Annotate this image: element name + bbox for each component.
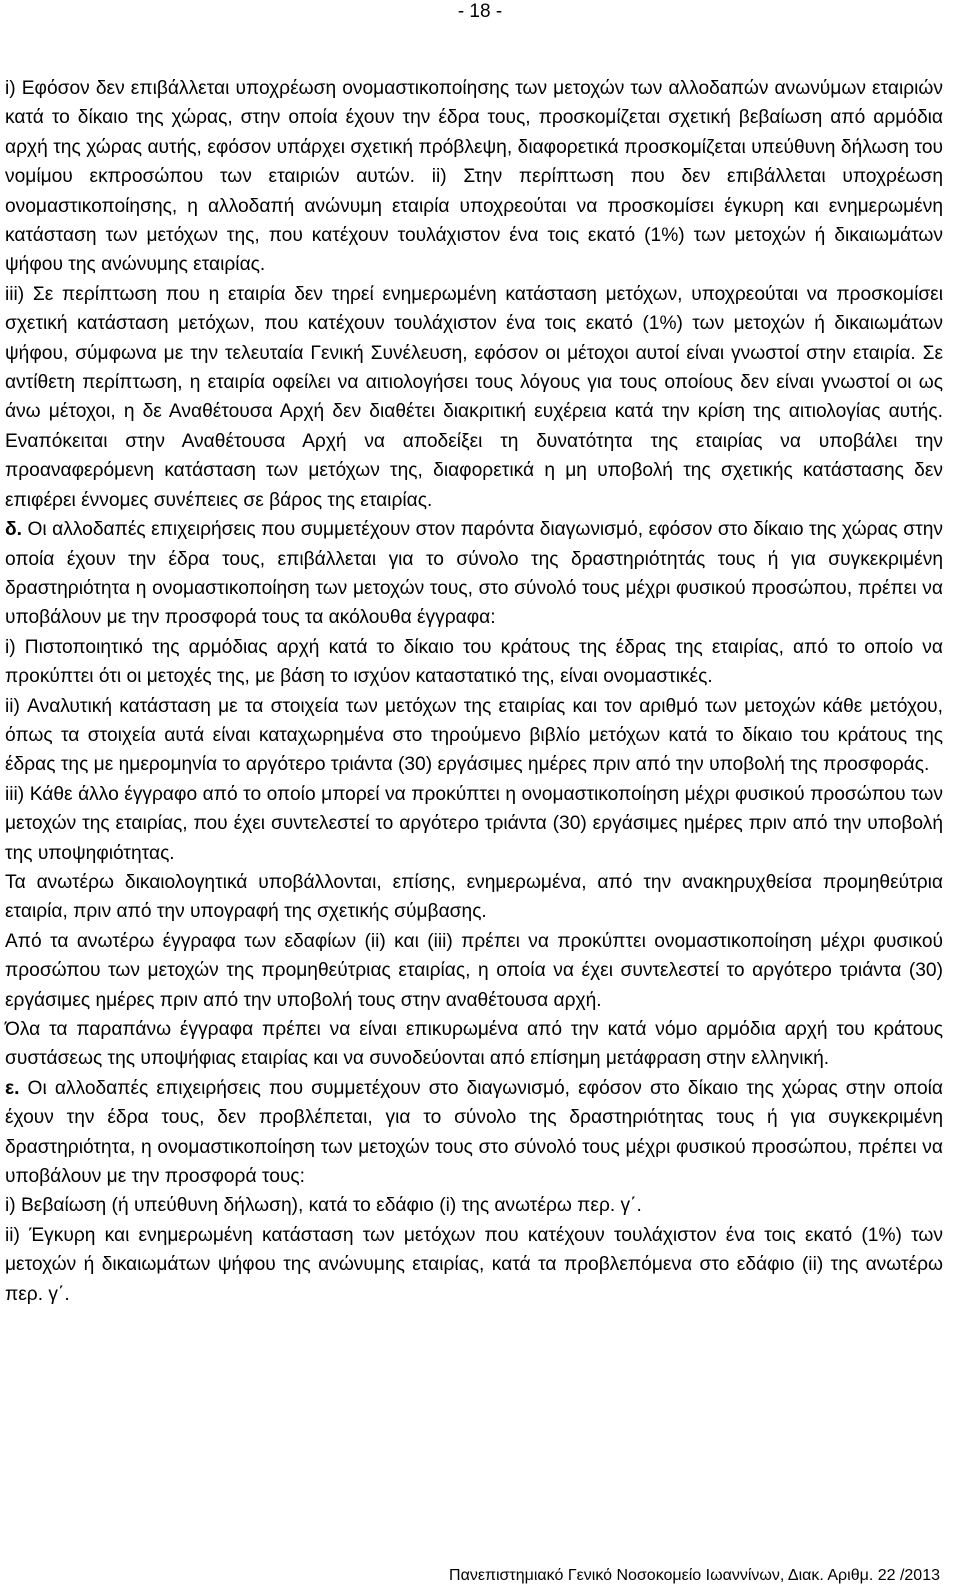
paragraph-text: i) Εφόσον δεν επιβάλλεται υποχρέωση ονομαστικοποίησης των μετοχών των αλλοδαπών ανωνύμων εταιριών κατά το δίκαιο της χώρας, στην οποία έχουν την έδρα τους, προσκομίζεται σχετική βεβαίωση από αρμόδια αρχή της χώρας αυτής, εφόσον υπάρχει σχετική πρόβλεψη, διαφορετικά προσκομίζεται υπεύθυνη δήλωση του νομίμου εκπροσώπου των εταιριών αυτών. ii) Στην περίπτωση που δεν επιβάλλεται υποχρέωση ονομαστικοποίησης, η αλλοδαπή ανώνυμη εταιρία υποχρεούται να προσκομίσει έγκυρη και ενημερωμένη κατάσταση των μετόχων της, που κατέχουν τουλάχιστον ένα τοις εκατό (1%) των μετοχών ή δικαιωμάτων ψήφου της ανώνυμης εταιρίας. [5, 78, 943, 276]
paragraph [5, 780, 943, 868]
paragraph-text: ii) Αναλυτική κατάσταση με τα στοιχεία των μετόχων της εταιρίας και τον αριθμό των μετοχών κάθε μετόχου, όπως τα στοιχεία αυτά είναι καταχωρημένα στο τηρούμενο βιβλίο μετόχων κατά το δίκαιο του κράτους της έδρας της με ημερομηνία το αργότερο τριάντα (30) εργάσιμες ημέρες πριν από την υποβολή της προσφοράς. [5, 695, 943, 776]
paragraph [5, 692, 943, 780]
document-body [5, 74, 943, 1309]
paragraph [5, 927, 943, 1015]
page-number: - 18 - [457, 1, 503, 22]
paragraph-text: iii) Σε περίπτωση που η εταιρία δεν τηρεί ενημερωμένη κατάσταση μετόχων, υποχρεούται να προσκομίσει σχετική κατάσταση μετόχων, που κατέχουν τουλάχιστον ένα τοις εκατό (1%) των μετοχών ή δικαιωμάτων ψήφου, σύμφωνα με την τελευταία Γενική Συνέλευση, εφόσον οι μέτοχοι αυτοί είναι γνωστοί στην εταιρία. Σε αντίθετη περίπτωση, η εταιρία οφείλει να αιτιολογήσει τους λόγους για τους οποίους δεν είναι γνωστοί οι ως άνω μέτοχοι, η δε Αναθέτουσα Αρχή δεν διαθέτει διακριτική ευχέρεια κατά την κρίση της αιτιολογίας αυτής. Εναπόκειται στην Αναθέτουσα Αρχή να αποδείξει τη δυνατότητα της εταιρίας να υποβάλει την προαναφερόμενη κατάσταση των μετόχων της, διαφορετικά η μη υποβολή της σχετικής κατάστασης δεν επιφέρει έννομες συνέπειες σε βάρος της εταιρίας. [5, 283, 943, 511]
paragraph [5, 868, 943, 927]
paragraph [5, 1191, 943, 1220]
paragraph-marker: ε. [5, 1077, 20, 1099]
paragraph-text: i) Πιστοποιητικό της αρμόδιας αρχή κατά το δίκαιο του κράτους της έδρας της εταιρίας, από το οποίο να προκύπτει ότι οι μετοχές της, με βάση το ισχύον καταστατικό της, είναι ονομαστικές. [5, 636, 943, 688]
paragraph-text: iii) Κάθε άλλο έγγραφο από το οποίο μπορεί να προκύπτει η ονομαστικοποίηση μέχρι φυσικού προσώπου των μετοχών της εταιρίας, που έχει συντελεστεί το αργότερο τριάντα (30) εργάσιμες ημέρες πριν από την υποβολή της υποψηφιότητας. [5, 783, 943, 864]
paragraph-marker: δ. [5, 519, 22, 541]
paragraph [5, 280, 943, 515]
paragraph [5, 74, 943, 280]
paragraph-text: Από τα ανωτέρω έγγραφα των εδαφίων (ii) και (iii) πρέπει να προκύπτει ονομαστικοποίηση μέχρι φυσικού προσώπου των μετοχών της προμηθεύτριας εταιρίας, η οποία να έχει συντελεστεί το αργότερο τριάντα (30) εργάσιμες ημέρες πριν από την υποβολή τους στην αναθέτουσα αρχή. [5, 930, 943, 1011]
paragraph [5, 633, 943, 692]
paragraph [5, 515, 943, 633]
paragraph-text: Τα ανωτέρω δικαιολογητικά υποβάλλονται, επίσης, ενημερωμένα, από την ανακηρυχθείσα προμηθεύτρια εταιρία, πριν από την υπογραφή της σχετικής σύμβασης. [5, 871, 943, 923]
paragraph [5, 1221, 943, 1309]
paragraph-text: i) Βεβαίωση (ή υπεύθυνη δήλωση), κατά το εδάφιο (i) της ανωτέρω περ. γ΄. [5, 1195, 642, 1217]
paragraph-text: Οι αλλοδαπές επιχειρήσεις που συμμετέχουν στον παρόντα διαγωνισμό, εφόσον στο δίκαιο της χώρας στην οποία έχουν την έδρα τους, επιβάλλεται για το σύνολο της δραστηριότητάς τους ή για συγκεκριμένη δραστηριότητα η ονομαστικοποίηση των μετοχών τους, στο σύνολό τους μέχρι φυσικού προσώπου, πρέπει να υποβάλουν με την προσφορά τους τα ακόλουθα έγγραφα: [5, 519, 943, 629]
paragraph-text: Οι αλλοδαπές επιχειρήσεις που συμμετέχουν στο διαγωνισμό, εφόσον στο δίκαιο της χώρας στην οποία έχουν την έδρα τους, δεν προβλέπεται, για το σύνολο της δραστηριότητας τους ή για συγκεκριμένη δραστηριότητα, η ονομαστικοποίηση των μετοχών τους στο σύνολό τους μέχρι φυσικού προσώπου, πρέπει να υποβάλουν με την προσφορά τους: [5, 1077, 943, 1188]
paragraph-text: Όλα τα παραπάνω έγγραφα πρέπει να είναι επικυρωμένα από την κατά νόμο αρμόδια αρχή του κράτους συστάσεως της υποψήφιας εταιρίας και να συνοδεύονται από επίσημη μετάφραση στην ελληνική. [5, 1019, 943, 1070]
paragraph [5, 1015, 943, 1074]
paragraph-text: ii) Έγκυρη και ενημερωμένη κατάσταση των μετόχων που κατέχουν τουλάχιστον ένα τοις εκατό (1%) των μετοχών ή δικαιωμάτων ψήφου της ανώνυμης εταιρίας, κατά τα προβλεπόμενα στο εδάφιο (ii) της ανωτέρω περ. γ΄. [5, 1224, 943, 1305]
page-footer: Πανεπιστημιακό Γενικό Νοσοκομείο Ιωαννίνων, Διακ. Αριθμ. 22 /2013 [449, 1567, 940, 1584]
paragraph [5, 1074, 943, 1192]
